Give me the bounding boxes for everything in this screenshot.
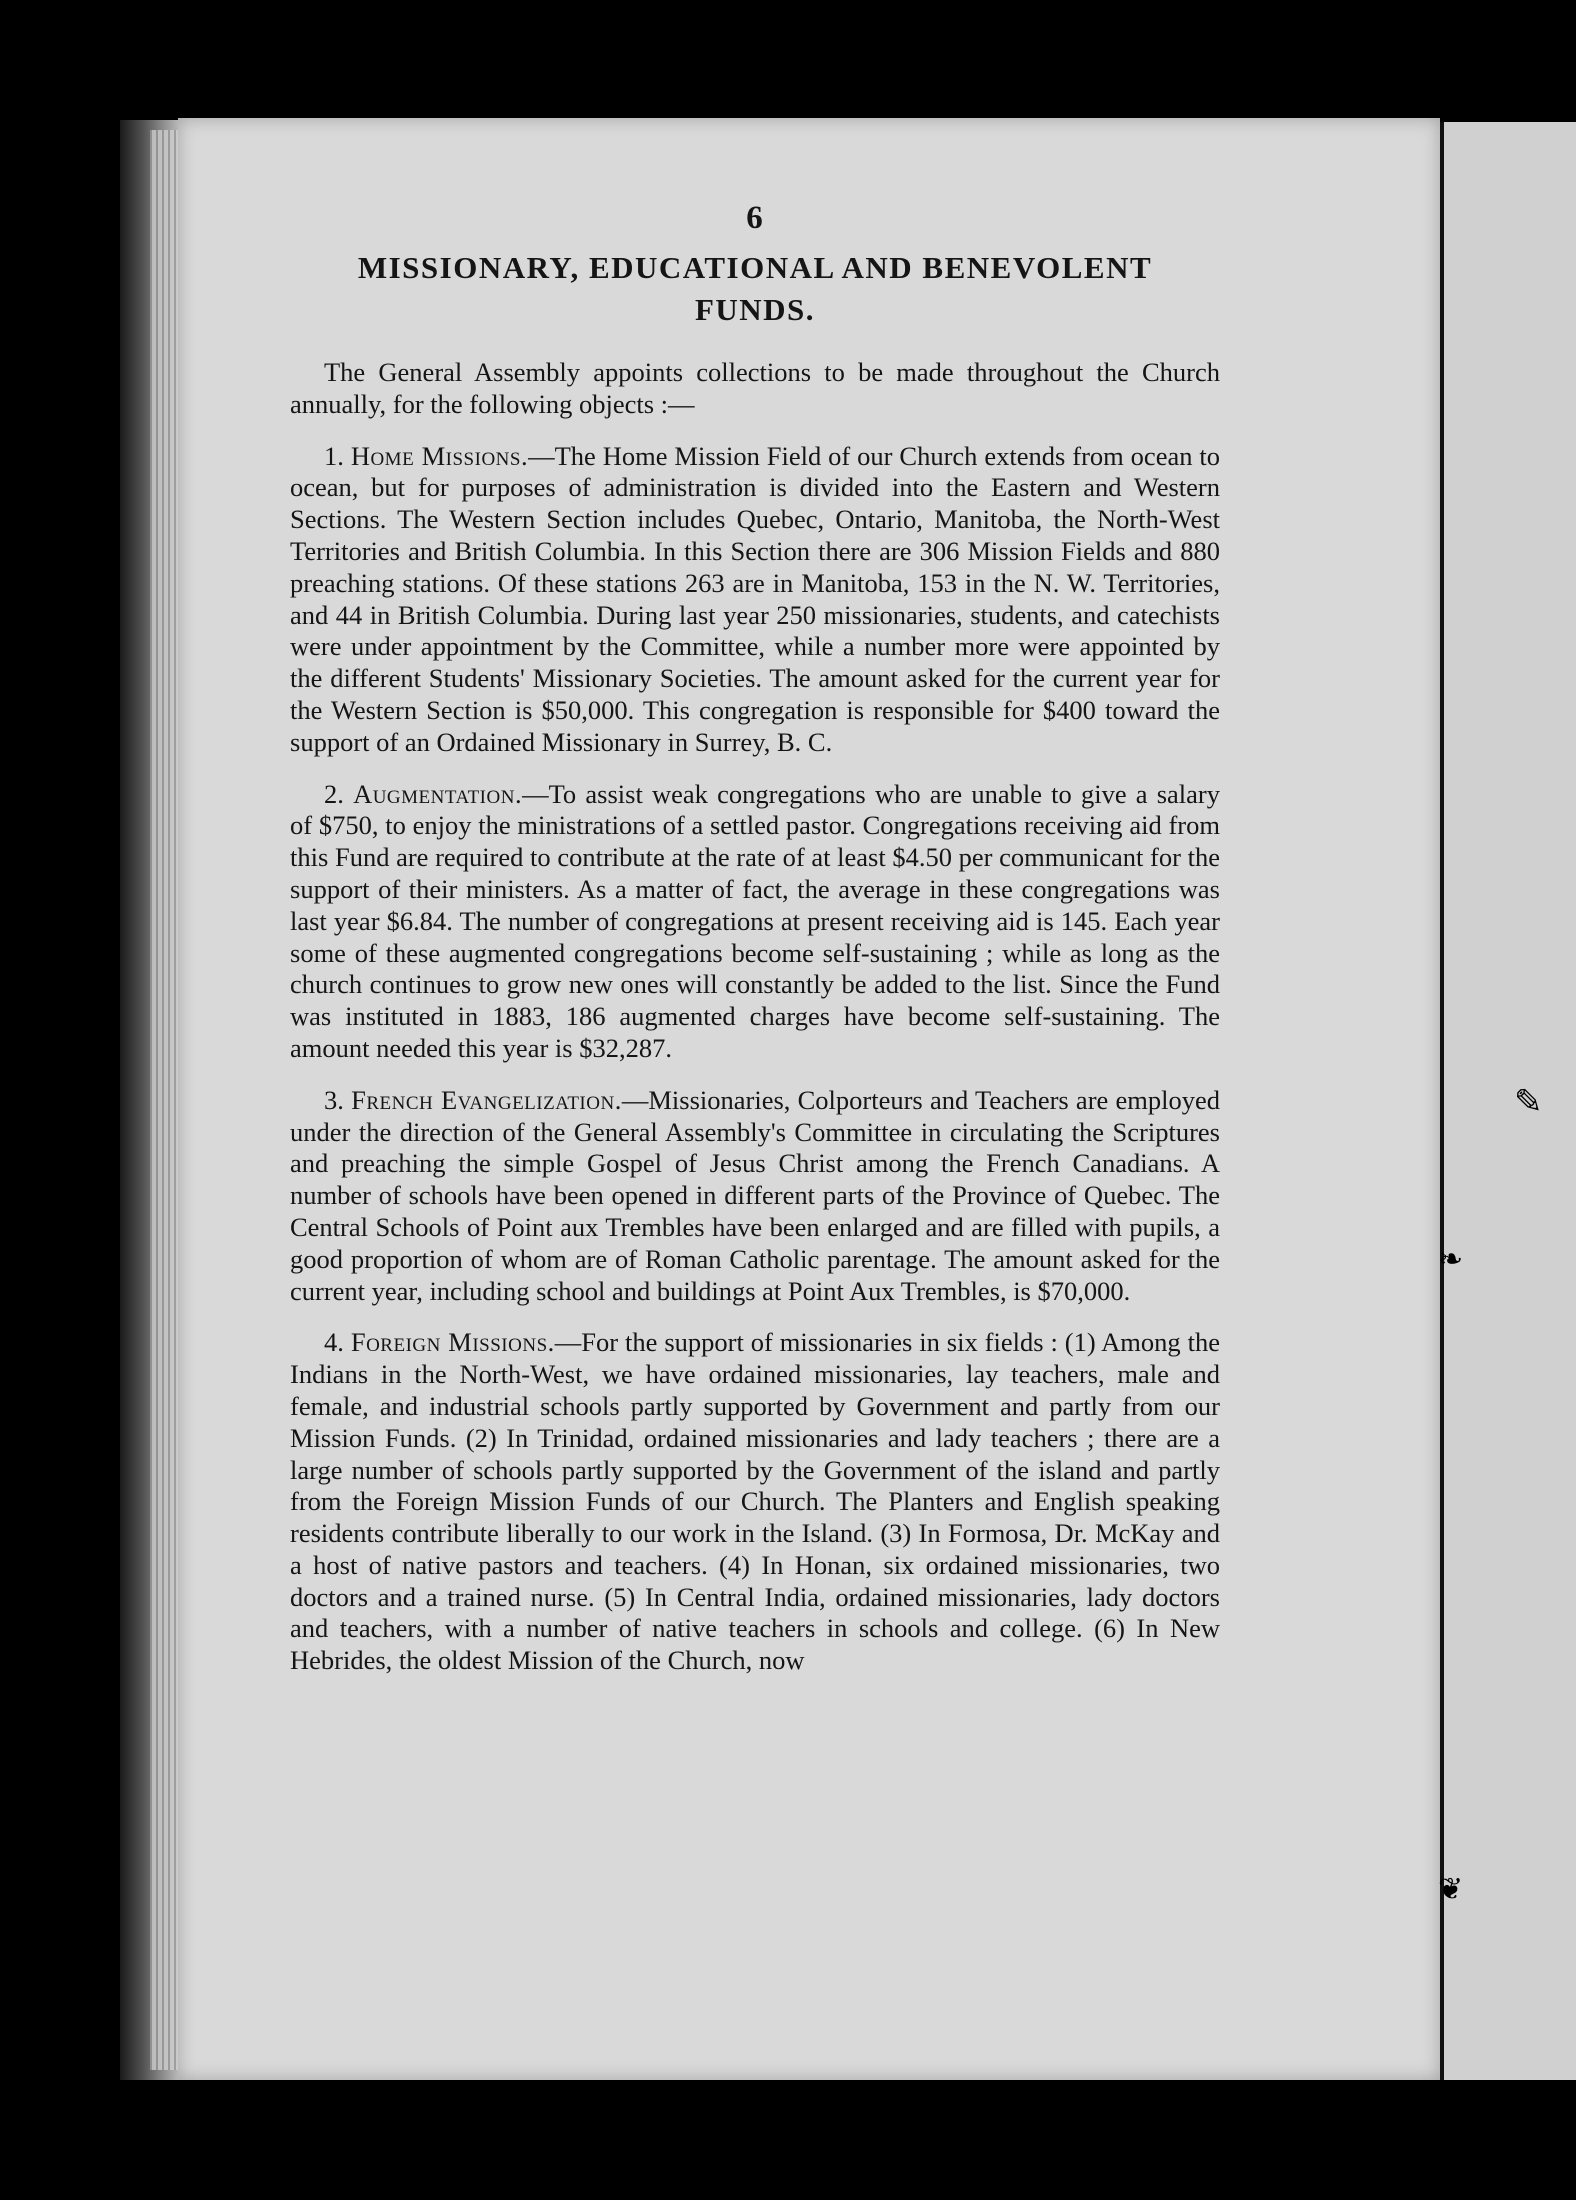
section-heading: Foreign Missions. bbox=[350, 1327, 555, 1358]
section-number: 3. bbox=[324, 1084, 344, 1115]
section-number: 4. bbox=[324, 1327, 344, 1358]
page-number: 6 bbox=[746, 200, 764, 236]
section-number: 1. bbox=[324, 440, 344, 471]
section-foreign-missions bbox=[290, 1327, 1220, 1677]
section-heading: Augmentation. bbox=[353, 778, 523, 809]
page-content bbox=[290, 200, 1220, 1697]
section-augmentation bbox=[290, 779, 1220, 1065]
section-text: —The Home Mission Field of our Church extends from ocean to ocean, but for purposes of administration is divided into the Eastern and Western Sections. The Western Section includes Quebec, Ontario, Manitoba, the North-West Territories and British Columbia. In this Section there are 306 Mission Fields and 880 preaching stations. Of these stations 263 are in Manitoba, 153 in the N. W. Territories, and 44 in British Columbia. During last year 250 missionaries, students, and catechists were under appointment by the Committee, while a number more were appointed by the different Students' Missionary Societies. The amount asked for the current year for the Western Section is $50,000. This congregation is responsible for $400 toward the support of an Ordained Missionary in Surrey, B. C. bbox=[290, 440, 1221, 757]
section-text: —Missionaries, Colporteurs and Teachers are employed under the direction of the General Assembly's Committee in circulating the Scriptures and preaching the simple Gospel of Jesus Christ among the French Canadians. A number of schools have been opened in different parts of the Province of Quebec. The Central Schools of Point aux Trembles have been enlarged and are filled with pupils, a good proportion of whom are of Roman Catholic parentage. The amount asked for the current year, including school and buildings at Point Aux Trembles, is $70,000. bbox=[290, 1084, 1221, 1306]
page-title: MISSIONARY, EDUCATIONAL AND BENEVOLENT FUNDS. bbox=[357, 250, 1153, 327]
margin-mark-icon: ✎ bbox=[1514, 1082, 1543, 1122]
margin-mark-icon: ❧ bbox=[1438, 1242, 1464, 1277]
section-heading: French Evangelization. bbox=[351, 1084, 622, 1115]
section-heading: Home Missions. bbox=[350, 440, 529, 471]
section-french-evangelization bbox=[290, 1085, 1220, 1308]
intro-paragraph: The General Assembly appoints collections to be made throughout the Church annually, for the following objects :— bbox=[290, 357, 1220, 419]
section-number: 2. bbox=[324, 778, 344, 809]
section-text: —To assist weak congregations who are unable to give a salary of $750, to enjoy the ministrations of a settled pastor. Congregations receiving aid from this Fund are required to contribute at the rate of at least $4.50 per communicant for the support of their ministers. As a matter of fact, the average in these congregations was last year $6.84. The number of congregations at present receiving aid is 145. Each year some of these augmented congregations become self-sustaining ; while as long as the church continues to grow new ones will constantly be added to the list. Since the Fund was instituted in 1883, 186 augmented charges have become self-sustaining. The amount needed this year is $32,287. bbox=[290, 778, 1221, 1063]
margin-mark-icon: ❦ bbox=[1438, 1872, 1464, 1907]
section-text: —For the support of missionaries in six fields : (1) Among the Indians in the North-West, we have ordained missionaries, lay teachers, male and female, and industrial schools partly supported by Government and partly from our Mission Funds. (2) In Trinidad, ordained missionaries and lady teachers ; there are a large number of schools partly supported by the Government of the island and partly from the Foreign Mission Funds of our Church. The Planters and English speaking residents contribute liberally to our work in the Island. (3) In Formosa, Dr. McKay and a host of native pastors and teachers. (4) In Honan, six ordained missionaries, two doctors and a trained nurse. (5) In Central India, ordained missionaries, lady doctors and teachers, with a number of native teachers in schools and college. (6) In New Hebrides, the oldest Mission of the Church, now bbox=[290, 1327, 1220, 1676]
right-page-edge bbox=[1440, 122, 1576, 2080]
section-home-missions bbox=[290, 441, 1220, 759]
